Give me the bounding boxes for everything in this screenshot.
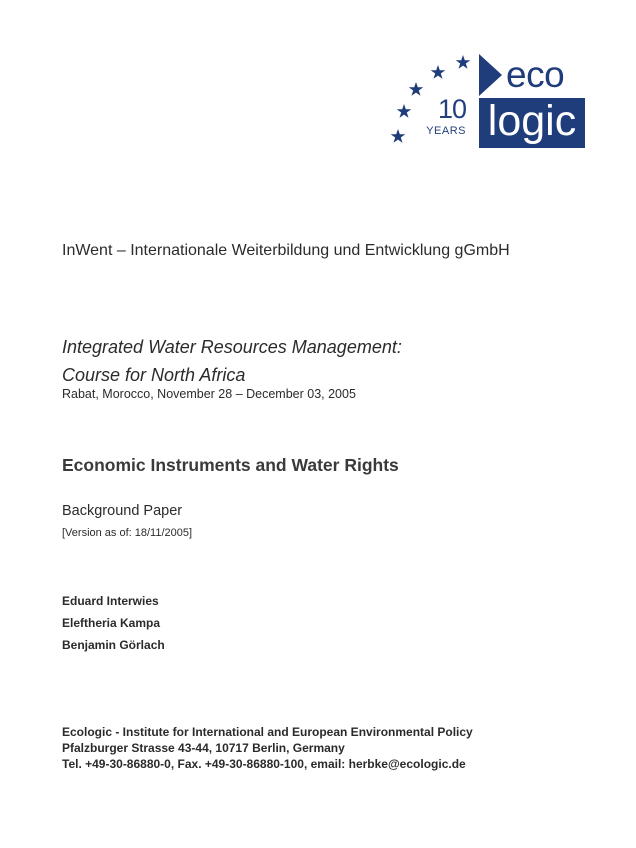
course-location-date: Rabat, Morocco, November 28 – December 03, 2005: [62, 387, 356, 401]
brand-top-text: eco: [506, 54, 565, 95]
brand-bottom-text: logic: [479, 98, 585, 148]
anniversary-word: YEARS: [426, 125, 466, 137]
star-icon: [391, 129, 406, 143]
author-name: Benjamin Görlach: [62, 638, 165, 652]
author-name: Eduard Interwies: [62, 594, 159, 608]
institute-contact: Tel. +49-30-86880-0, Fax. +49-30-86880-100, email: herbke@ecologic.de: [62, 757, 466, 771]
ecologic-logo: [386, 52, 586, 148]
triangle-icon: [479, 54, 502, 96]
author-name: Eleftheria Kampa: [62, 616, 161, 630]
star-icon: [397, 104, 412, 118]
course-title-line: Course for North Africa: [62, 365, 246, 385]
document-type: Background Paper: [62, 503, 183, 519]
course-title-line: Integrated Water Resources Management:: [62, 337, 402, 357]
star-icon: [431, 65, 446, 79]
course-title: [62, 333, 402, 389]
organization-name: InWent – Internationale Weiterbildung und Entwicklung gGmbH: [62, 242, 510, 259]
institute-name: Ecologic - Institute for International and European Environmental Policy: [62, 725, 473, 739]
institute-address-block: [62, 724, 473, 772]
document-version: [Version as of: 18/11/2005]: [62, 527, 193, 539]
author-list: [62, 590, 165, 656]
document-title: Economic Instruments and Water Rights: [62, 455, 399, 475]
institute-street-address: Pfalzburger Strasse 43-44, 10717 Berlin, Germany: [62, 741, 345, 755]
star-icon: [409, 82, 424, 96]
star-icon: [456, 55, 471, 69]
anniversary-number: 10: [437, 94, 466, 124]
